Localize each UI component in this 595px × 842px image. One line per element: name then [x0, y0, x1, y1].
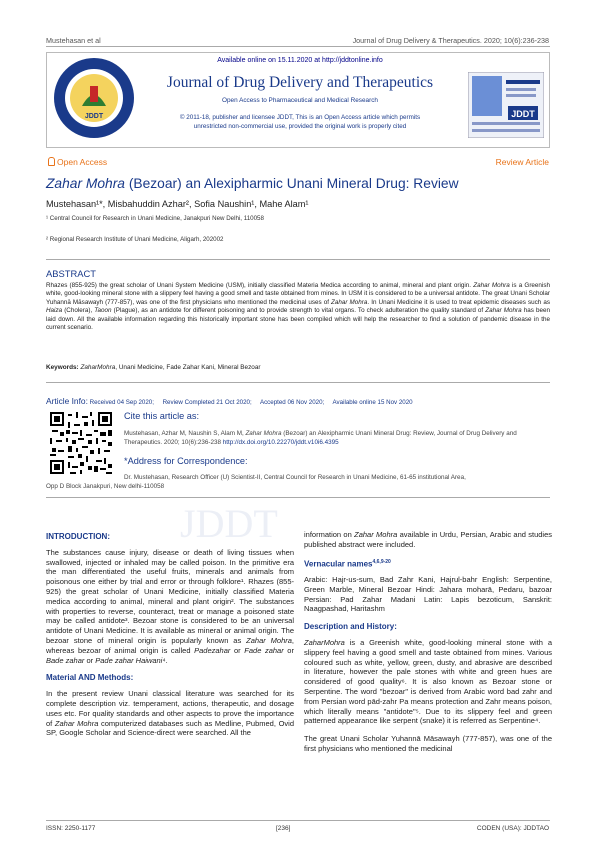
body-top-rule — [46, 497, 550, 498]
article-title — [46, 176, 550, 191]
available-online-line[interactable]: Available online on 15.11.2020 at http://jddtonline.info — [217, 57, 383, 64]
affiliation-2: ² Regional Research Institute of Unani Medicine, Aligarh, 202002 — [46, 236, 224, 243]
license-line-1: © 2011-18, publisher and licensee JDDT, This is an Open Access article which permits — [179, 114, 421, 121]
history-paragraph: The great Unani Scholar Yuhannā Māsawayh (777-857), was one of the first physicians who mentioned the medicinal — [304, 734, 552, 753]
correspondence-heading: *Address for Correspondence: — [124, 456, 248, 466]
title-italic: Zahar Mohra — [46, 176, 125, 191]
license-notice — [140, 113, 460, 131]
introduction-paragraph: The substances cause injury, disease or death of living tissues when swallowed, injected or inhaled may be called poison. In the primitive era the man differentiated the useful fruits, minerals and animals from poisonous one either by trial and error or through folklore¹. Rhazes (855-925) the great scholar of Unani Medicine, initially classified Materia medica according to animal, mineral and plant origin². The substances with properties to reverse, counteract, treat or manage a poisoned state may be called antidote³. Bezoar stone is considered to be an universal antidote of Unani Medicine. It is available as mineral or animal origin. The bezoar stone of mineral origin is popularly known as Zahar Mohra, whereas bezoar of animal origin is called Padezahar or Fade zahar or Bade zahar or Pade zahar Haiwani⁴. — [46, 547, 294, 665]
article-info: Article Info: Received 04 Sep 2020; Review Completed 21 Oct 2020; Accepted 06 Nov 2020; Available online 15 Nov 2020 — [46, 396, 413, 406]
article-type: Review Article — [495, 157, 549, 167]
footer-issn: ISSN: 2250-1177 — [46, 825, 96, 832]
journal-cover-right — [468, 72, 544, 138]
author-list: Mustehasan¹*, Misbahuddin Azhar², Sofia Naushin¹, Mahe Alam¹ — [46, 199, 309, 209]
doi-link[interactable]: http://dx.doi.org/10.22270/jddt.v10i6.4395 — [222, 439, 339, 446]
citation-text: Mustehasan, Azhar M, Naushin S, Alam M, Zahar Mohra (Bezoar) an Alexipharmic Unani Mineral Drug: Review, Journal of Drug Delivery and Therapeutics. 2020; 10(6):236-238 http://dx.doi.org/10.22270/jddt.v10i6.4395 — [124, 430, 517, 446]
qr-code[interactable] — [48, 410, 114, 476]
keywords: Keywords: ZaharMohra, Unani Medicine, Fade Zahar Kani, Mineral Bezoar — [46, 364, 261, 371]
abstract-heading: ABSTRACT — [46, 268, 97, 279]
introduction-heading: INTRODUCTION: — [46, 532, 110, 541]
journal-subtitle: Open Access to Pharmaceutical and Medical Research — [222, 97, 378, 104]
footer-page-number: [236] — [276, 825, 291, 832]
open-access-text: Open Access — [57, 157, 108, 167]
methods-heading: Material AND Methods: — [46, 673, 134, 683]
correspondence-line-2: Opp D Block Janakpuri, New delhi-110058 — [46, 483, 165, 490]
title-rest: (Bezoar) an Alexipharmic Unani Mineral Drug: Review — [124, 176, 459, 191]
cite-heading: Cite this article as: — [124, 411, 200, 421]
left-column — [46, 530, 294, 746]
open-access-lock-icon — [48, 157, 55, 166]
journal-logo-left — [52, 56, 136, 140]
correspondence-line-1: Dr. Mustehasan, Research Officer (U) Scientist-II, Central Council for Research in Unani Medicine, 61-65 institutional Area, — [124, 474, 466, 481]
affiliation-1: ¹ Central Council for Research in Unani Medicine, Janakpuri New Delhi, 110058 — [46, 215, 264, 222]
abstract-text: Rhazes (855-925) the great scholar of Unani System Medicine (USM), initially classified Materia Medica according to animal, mineral and plant origin. Zahar Mohra is a Greenish white, good-looking mineral stone with a slippery feel having a good smell and taste obtained from mines. In USM it is considered to be a universal antidote. The great Unani Scholar Yuhannā Māsawayh (777-857), was one of the first physicians who mentioned the medicinal uses of Zahar Mohra. In Unani Medicine it is used to treat epidemic diseases such as Haiza (Cholera), Taoon (Plague), as an antidote for different poisoning and to provide strength to vital organs. To check adulteration the quality standard of Zahar Mohra has been laid down. All the available information regarding this historically important stone has been compiled which will help the researcher to find a solution of pandemic disease in the current scenario. — [46, 282, 550, 332]
open-access-label — [48, 157, 107, 167]
license-line-2: unrestricted non-commercial use, provided the original work is properly cited — [193, 123, 407, 130]
keywords-label: Keywords: — [46, 364, 81, 371]
header-rule — [46, 46, 550, 47]
running-header-right: Journal of Drug Delivery & Therapeutics. 2020; 10(6):236-238 — [352, 36, 549, 45]
description-heading: Description and History: — [304, 622, 397, 632]
logo-inner-text: JDDT — [84, 113, 104, 120]
description-paragraph: ZaharMohra is a Greenish white, good-looking mineral stone with a slippery feel having a good smell and taste obtained from mines. Various coloured such as white, yellow, green, dusty, and abrasive are described in literature, however the pale stones with white and green hues are considered of good quality⁶. It is also known as Bezoar stone or Serpentine. The word "bezoar" is derived from Arabic word bad zahr and from Persian word pād-zahr Pa means protection and Zahr means poison, which literally means "antidote"⁵. Due to its slippery feel and green patterned appearance like serpent (snake) it is referred as Serpentine⁴. — [304, 638, 552, 726]
methods-paragraph: In the present review Unani classical literature was searched for its complete description viz. temperament, actions, therapeutic, and dosage uses etc. For quality standards and other aspects to prove the importance of Zahar Mohra computerized databases such as Medline, Pubmed, Ovid SP, Google Scholar and Science-direct were searched. All the — [46, 689, 294, 738]
running-header-left: Mustehasan et al — [46, 36, 101, 45]
jddt-watermark: JDDT — [180, 501, 278, 546]
journal-title: Journal of Drug Delivery and Therapeutics — [166, 74, 434, 91]
footer-rule — [46, 820, 550, 821]
cover-text: JDDT — [511, 109, 535, 119]
info-top-rule — [46, 382, 550, 383]
vernacular-paragraph: Arabic: Hajr-us-sum, Bad Zahr Kani, Hajrul-bahr English: Serpentine, Green Marble, Mineral Bezoar Hindi: Jahara moharā, Pedaru, bazoar Persian: Pad Zahar Madani Latin: Lapis bezoticum, Sanskrit: Naagpashad, Haritashm — [304, 575, 552, 614]
footer-coden: CODEN (USA): JDDTAO — [476, 825, 549, 832]
article-info-label: Article Info: — [46, 396, 88, 406]
right-column — [304, 530, 552, 762]
vernacular-heading: Vernacular names$^{4,6,9-20}$ — [304, 558, 391, 569]
abstract-top-rule — [46, 259, 550, 260]
continuation-paragraph: information on Zahar Mohra available in Urdu, Persian, Arabic and studies published abstract were included. — [304, 530, 552, 549]
